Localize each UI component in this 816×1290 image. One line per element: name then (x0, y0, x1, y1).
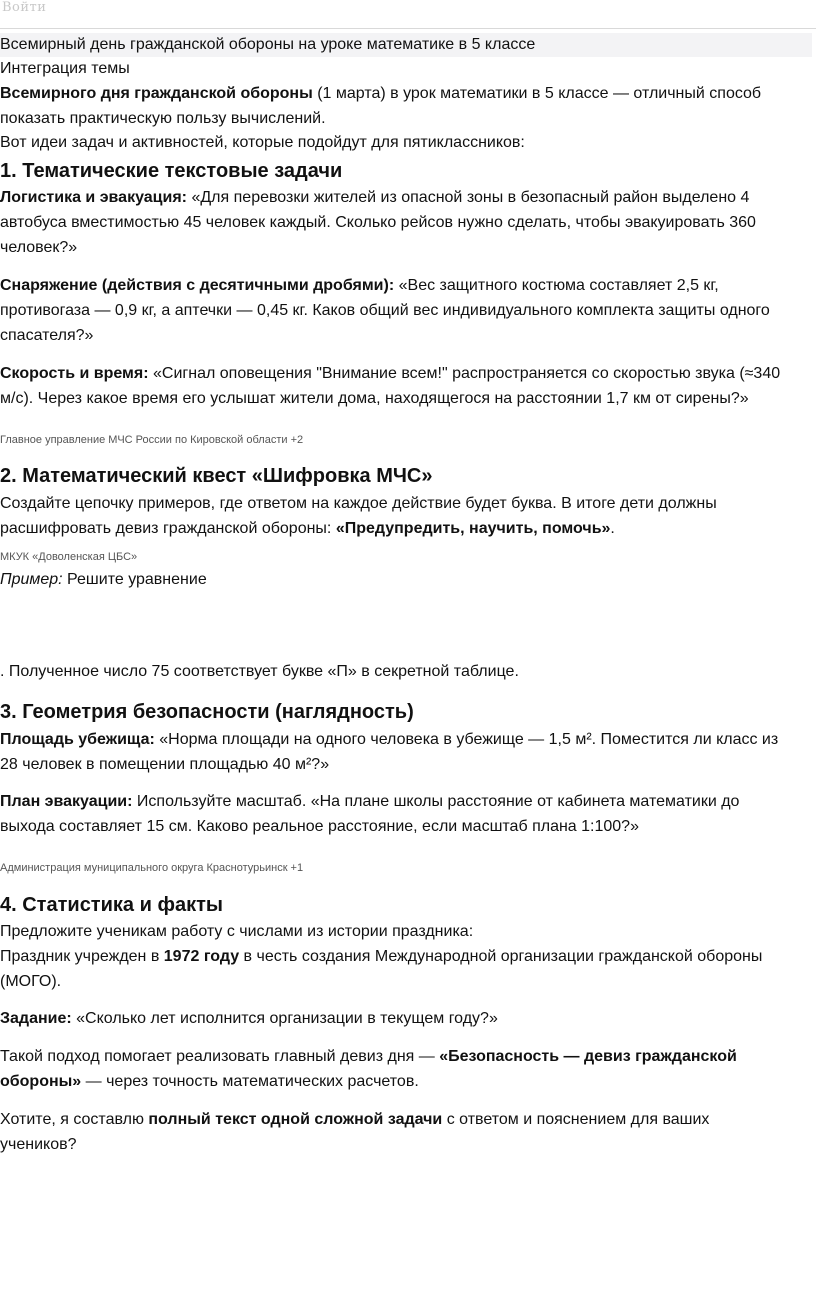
s4-line-3: (МОГО). (0, 973, 62, 990)
s2-result: . Полученное число 75 соответствует букве «П» в секретной таблице. (0, 663, 519, 680)
document-title: Всемирный день гражданской обороны на уроке математике в 5 классе (0, 33, 812, 57)
outro-question-bold: полный текст одной сложной задачи (148, 1111, 443, 1128)
s2-motto: «Предупредить, научить, помочь» (335, 520, 611, 537)
s1-p1-line-2: автобуса вместимостью 45 человек каждый. Сколько рейсов нужно сделать, чтобы эвакуировать 360 (0, 214, 756, 231)
s2-example-label: Пример: (0, 571, 63, 588)
s2-source-link[interactable]: МКУК «Доволенская ЦБС» (0, 551, 138, 563)
section-3-heading: 3. Геометрия безопасности (наглядность) (0, 701, 414, 723)
intro-bold: Всемирного дня гражданской обороны (0, 85, 313, 102)
outro-line-2 (0, 1070, 812, 1094)
outro-line-1 (0, 1045, 812, 1069)
s4-year: 1972 году (163, 948, 240, 965)
outro-line-2-text: — через точность математических расчетов. (81, 1073, 419, 1090)
s4-task-text: «Сколько лет исполнится организации в текущем году?» (71, 1010, 498, 1027)
section-4-heading: 4. Статистика и факты (0, 894, 223, 916)
s1-p3-line-2: м/с). Через какое время его услышат жители дома, находящегося на расстоянии 1,7 км от сирены?» (0, 390, 749, 407)
s1-p3-line-1 (0, 362, 812, 386)
outro-motto-part-1: «Безопасность — девиз гражданской (439, 1048, 737, 1065)
s4-line-1: Предложите ученикам работу с числами из истории праздника: (0, 923, 474, 940)
s1-p2-text: «Вес защитного костюма составляет 2,5 кг, (394, 277, 719, 294)
s1-p2-line-3: спасателя?» (0, 327, 94, 344)
s3-p1-label: Площадь убежища: (0, 731, 155, 748)
login-link[interactable]: Войти (2, 0, 47, 15)
s3-p2-label: План эвакуации: (0, 793, 133, 810)
s3-p2-line-1 (0, 790, 812, 814)
outro-question-line-1 (0, 1108, 812, 1132)
s3-p2-text: Используйте масштаб. «На плане школы расстояние от кабинета математики до (132, 793, 740, 810)
s2-line-1: Создайте цепочку примеров, где ответом на каждое действие будет буква. В итоге дети должны (0, 495, 717, 512)
s1-p3-text: «Сигнал оповещения "Внимание всем!" распространяется со скоростью звука (≈340 (148, 365, 781, 382)
intro-line-3: Вот идеи задач и активностей, которые подойдут для пятиклассников: (0, 134, 525, 151)
s4-line-2-end: в честь создания Международной организации гражданской обороны (239, 948, 763, 965)
s4-line-2 (0, 945, 812, 969)
top-bar (0, 0, 816, 29)
intro-line-1 (0, 82, 812, 106)
s2-line-2 (0, 517, 812, 541)
s3-source-link[interactable]: Администрация муниципального округа Краснотурьинск +1 (0, 862, 304, 874)
outro-question-text: Хотите, я составлю (0, 1111, 149, 1128)
intro-text: (1 марта) в урок математики в 5 классе — отличный способ (312, 85, 762, 102)
section-2-heading: 2. Математический квест «Шифровка МЧС» (0, 465, 433, 487)
s1-p2-label: Снаряжение (действия с десятичными дробями): (0, 277, 395, 294)
s1-p2-line-2: противогаза — 0,9 кг, а аптечки — 0,45 кг. Каков общий вес индивидуального комплекта защиты одного (0, 302, 770, 319)
document-subtitle: Интеграция темы (0, 60, 130, 77)
s2-example (0, 568, 812, 592)
s2-example-text: Решите уравнение (62, 571, 207, 588)
s1-source-link[interactable]: Главное управление МЧС России по Кировской области +2 (0, 434, 304, 446)
s1-p3-label: Скорость и время: (0, 365, 149, 382)
s3-p1-line-2: 28 человек в помещении площадью 40 м²?» (0, 756, 330, 773)
s3-p1-text: «Норма площади на одного человека в убежище — 1,5 м². Поместится ли класс из (154, 731, 779, 748)
s2-line-2-end: . (610, 520, 615, 537)
s1-p2-line-1 (0, 274, 812, 298)
outro-question-line-2: учеников? (0, 1136, 77, 1153)
section-1-heading: 1. Тематические текстовые задачи (0, 160, 343, 182)
outro-motto-part-2: обороны» (0, 1073, 82, 1090)
outro-line-1-text: Такой подход помогает реализовать главный девиз дня — (0, 1048, 440, 1065)
s1-p1-line-1 (0, 186, 812, 210)
s1-p1-label: Логистика и эвакуация: (0, 189, 187, 206)
s4-task (0, 1007, 812, 1031)
s1-p1-line-3: человек?» (0, 239, 78, 256)
s2-line-2-text: расшифровать девиз гражданской обороны: (0, 520, 336, 537)
s4-task-label: Задание: (0, 1010, 72, 1027)
s3-p2-line-2: выхода составляет 15 см. Каково реальное расстояние, если масштаб плана 1:100?» (0, 818, 639, 835)
outro-question-end: с ответом и пояснением для ваших (442, 1111, 710, 1128)
s1-p1-text: «Для перевозки жителей из опасной зоны в безопасный район выделено 4 (187, 189, 750, 206)
s3-p1-line-1 (0, 728, 812, 752)
s4-line-2-text: Праздник учрежден в (0, 948, 164, 965)
intro-line-2: показать практическую пользу вычислений. (0, 110, 326, 127)
